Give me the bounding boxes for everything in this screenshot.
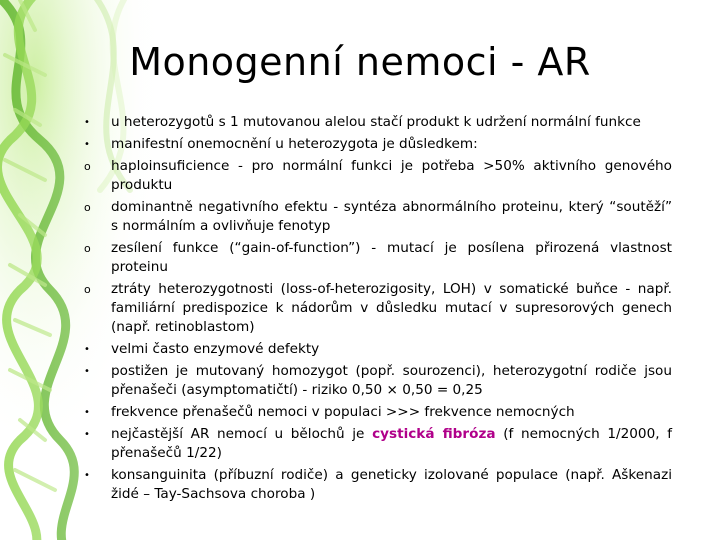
bullet-circle-icon: o [84, 242, 91, 255]
bullet-dot-icon: • [84, 366, 90, 377]
list-item-text: dominantně negativního efektu - syntéza abnormálního proteinu, který “soutěží” s normálním a ovlivňuje fenotyp [111, 199, 672, 234]
list-item-text: postižen je mutovaný homozygot (popř. sourozenci), heterozygotní rodiče jsou přenašeči (asymptomatičtí) - riziko 0,50 × 0,50 = 0,25 [111, 363, 672, 398]
list-item [82, 280, 672, 337]
list-item [82, 466, 672, 504]
highlight-cystic-fibrosis: cystická fibróza [372, 426, 496, 442]
bullet-dot-icon: • [84, 470, 90, 481]
list-item [82, 135, 672, 154]
bullet-dot-icon: • [84, 429, 90, 440]
list-item-text: ztráty heterozygotnosti (loss-of-heterozigosity, LOH) v somatické buňce - např. familiární predispozice k nádorům v důsledku mutací v supresorových genech (např. retinoblastom) [111, 281, 672, 335]
bullet-circle-icon: o [84, 201, 91, 214]
slide-title: Monogenní nemoci - AR [129, 40, 591, 84]
list-item-text: manifestní onemocnění u heterozygota je důsledkem: [111, 136, 478, 152]
list-item [82, 362, 672, 400]
bullet-circle-icon: o [84, 160, 91, 173]
bullet-circle-icon: o [84, 283, 91, 296]
list-item-text: haploinsuficience - pro normální funkci je potřeba >50% aktivního genového produktu [111, 158, 672, 193]
bullet-list [82, 113, 672, 507]
list-item [82, 425, 672, 463]
list-item-text: zesílení funkce (“gain-of-function”) - mutací je posílena přirozená vlastnost proteinu [111, 240, 672, 275]
list-item-text-after: (f nemocných 1/2000, f přenašečů 1/22) [111, 426, 673, 461]
list-item [82, 113, 672, 132]
list-item-text-before: nejčastější AR nemocí u bělochů je [111, 426, 373, 442]
list-item-text: velmi často enzymové defekty [111, 341, 320, 357]
bullet-dot-icon: • [84, 117, 90, 128]
list-item [82, 239, 672, 277]
list-item [82, 198, 672, 236]
list-item-text: u heterozygotů s 1 mutovanou alelou stačí produkt k udržení normální funkce [111, 114, 641, 130]
list-item [82, 157, 672, 195]
list-item-text: konsanguinita (příbuzní rodiče) a geneticky izolované populace (např. Aškenazi židé – Tay-Sachsova choroba ) [111, 467, 672, 502]
list-item [82, 340, 672, 359]
bullet-dot-icon: • [84, 407, 90, 418]
bullet-dot-icon: • [84, 344, 90, 355]
bullet-dot-icon: • [84, 139, 90, 150]
list-item-text: frekvence přenašečů nemoci v populaci >>> frekvence nemocných [111, 404, 575, 420]
list-item [82, 403, 672, 422]
